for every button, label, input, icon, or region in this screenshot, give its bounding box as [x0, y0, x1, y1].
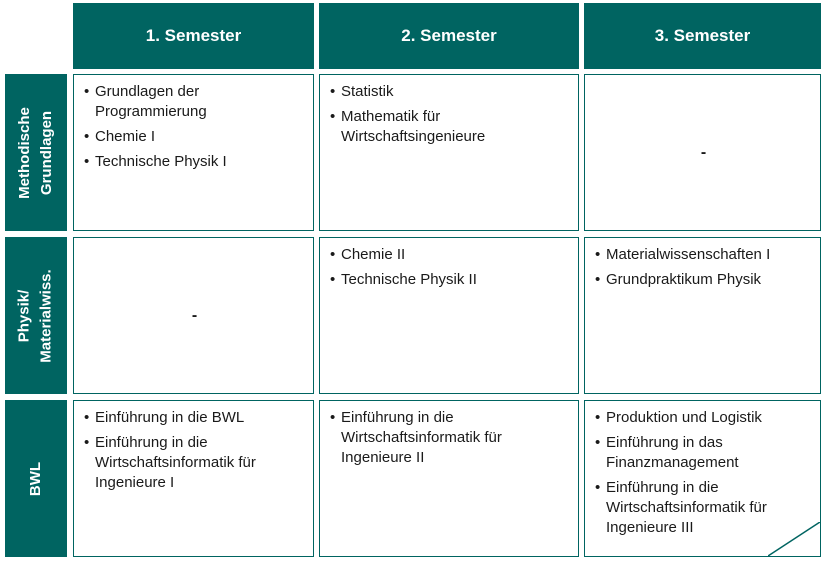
course-list: [330, 82, 570, 147]
column-header-semester-2: [319, 3, 579, 69]
course-list: [84, 82, 305, 172]
course-item: • Einführung in die BWL: [84, 408, 305, 428]
course-item: • Statistik: [330, 82, 570, 102]
course-item: • Einführung in die Wirtschaftsinformatik für Ingenieure II: [330, 408, 570, 468]
course-list: [330, 408, 570, 468]
course-item: • Produktion und Logistik: [595, 408, 812, 428]
course-item: • Chemie II: [330, 245, 570, 265]
course-item: • Einführung in die Wirtschaftsinformatik für Ingenieure I: [84, 433, 305, 493]
column-header-semester-1: [73, 3, 314, 69]
column-header-semester-3: [584, 3, 821, 69]
course-item: • Technische Physik II: [330, 270, 570, 290]
course-list: [595, 408, 812, 538]
row-header-label: [14, 269, 58, 362]
course-item: • Grundlagen der Programmierung: [84, 82, 305, 122]
course-list: [84, 408, 305, 493]
row-header-physik-materialwiss: [5, 237, 67, 394]
course-list: [330, 245, 570, 290]
row-header-label: [14, 107, 58, 199]
cell-bwl-semester-2: [319, 400, 579, 557]
column-header-label: 3. Semester: [654, 26, 751, 45]
course-item: • Chemie I: [84, 127, 305, 147]
course-item: • Einführung in die Wirtschaftsinformatik für Ingenieure III: [595, 478, 812, 538]
empty-cell-dash: -: [700, 144, 707, 161]
course-item: • Grundpraktikum Physik: [595, 270, 812, 290]
cell-methodik-semester-2: [319, 74, 579, 231]
row-header-label-line: Methodische: [16, 106, 33, 199]
column-header-label: 1. Semester: [145, 26, 242, 45]
cell-methodik-semester-1: [73, 74, 314, 231]
course-list: [595, 245, 812, 290]
column-header-label: 2. Semester: [401, 26, 497, 45]
course-item: • Einführung in das Finanzmanagement: [595, 433, 812, 473]
row-header-bwl: [5, 400, 67, 557]
row-header-label-line: BWL: [27, 461, 44, 496]
row-header-methodische-grundlagen: [5, 74, 67, 231]
cell-physik-semester-1: [73, 237, 314, 394]
course-item: • Technische Physik I: [84, 152, 305, 172]
empty-cell-dash: -: [191, 307, 198, 324]
row-header-label-line: Grundlagen: [38, 110, 55, 195]
cell-methodik-semester-3: [584, 74, 821, 231]
cell-bwl-semester-1: [73, 400, 314, 557]
cell-bwl-semester-3: [584, 400, 821, 557]
cell-physik-semester-2: [319, 237, 579, 394]
course-item: • Mathematik für Wirtschaftsingenieure: [330, 107, 570, 147]
row-header-label-line: Physik/: [16, 289, 34, 342]
course-item: • Materialwissenschaften I: [595, 245, 812, 265]
cell-physik-semester-3: [584, 237, 821, 394]
row-header-label: [25, 461, 47, 495]
page-fold-corner: [768, 522, 820, 556]
row-header-label-line: Materialwiss.: [38, 268, 56, 363]
